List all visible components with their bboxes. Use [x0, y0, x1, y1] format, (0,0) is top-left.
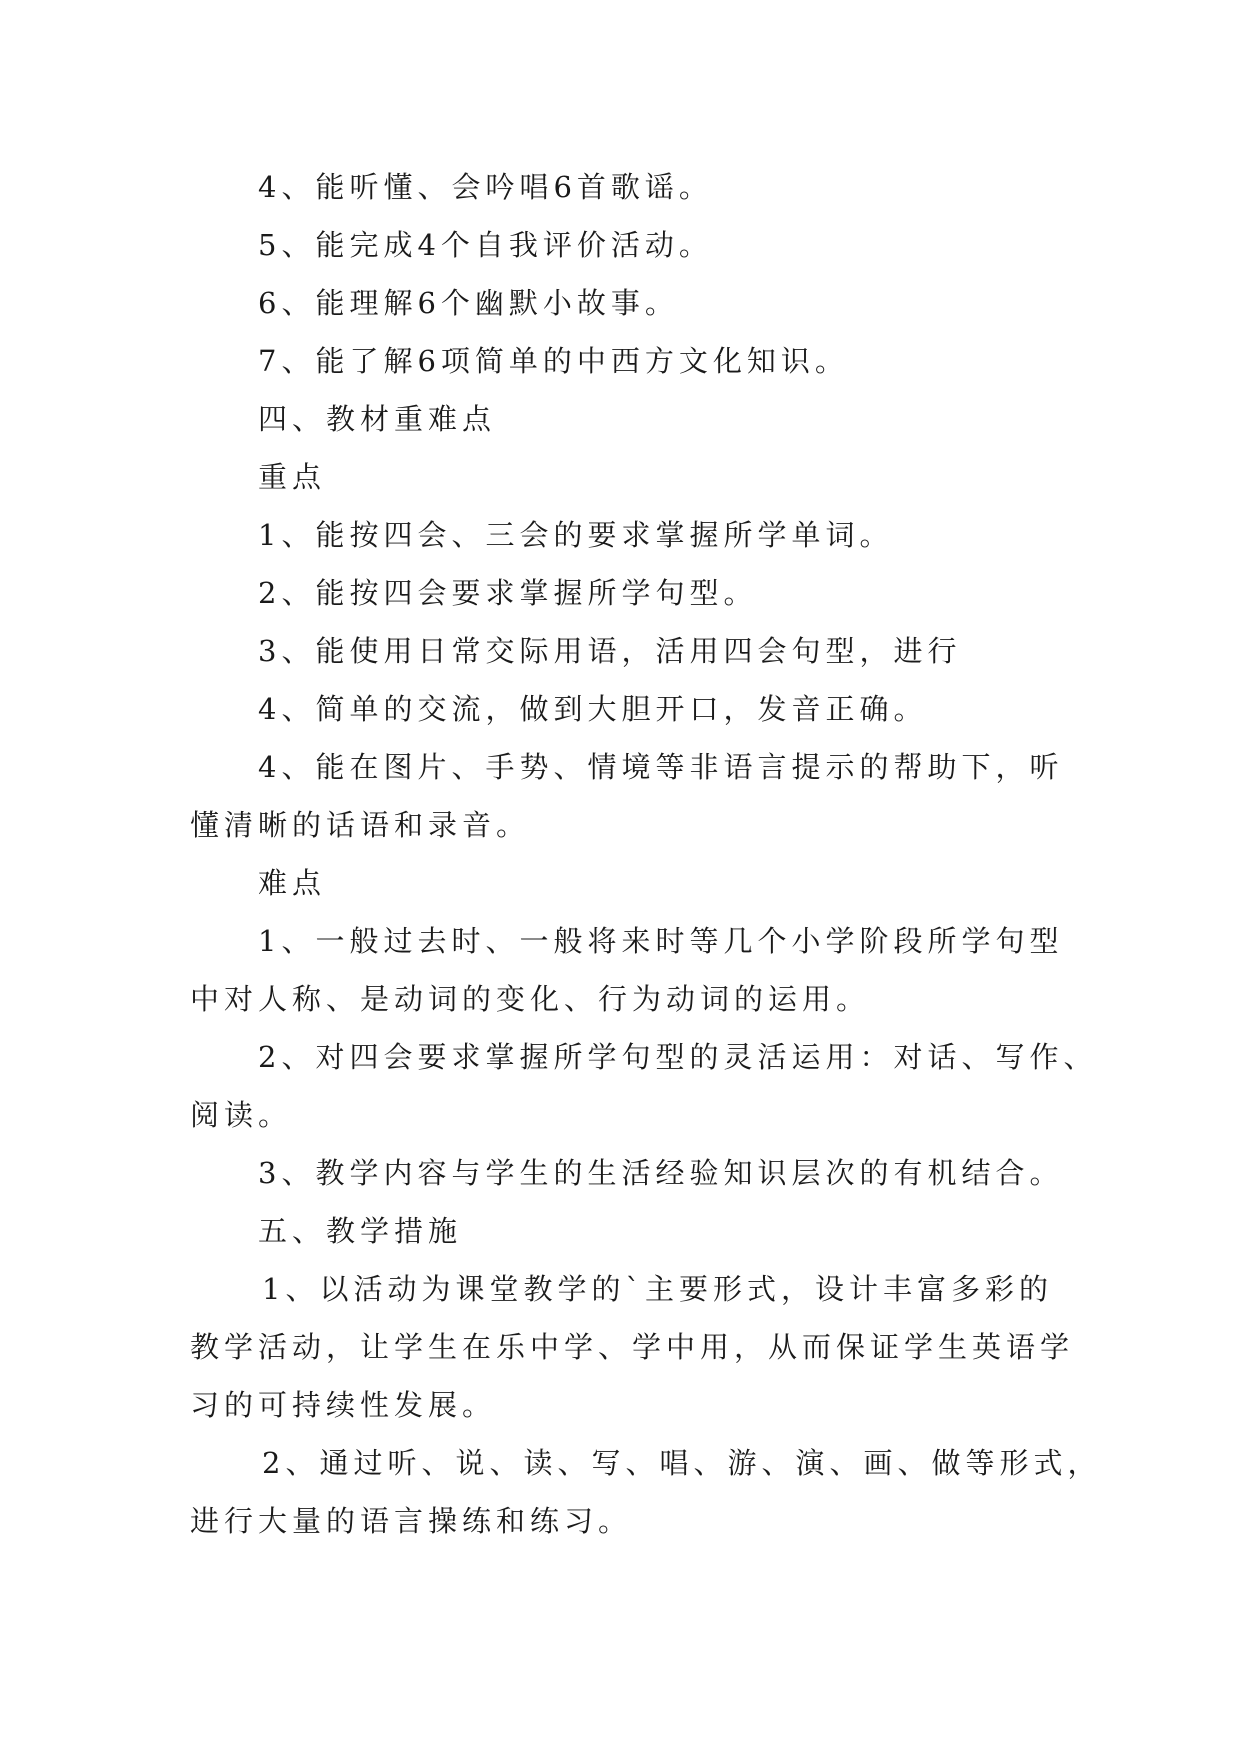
- text-line-goal-4: 4、能听懂、会吟唱6首歌谣。: [258, 170, 713, 204]
- section-heading-key-difficult-points: 四、教材重难点: [258, 402, 497, 436]
- subheading-difficult-points: 难点: [258, 866, 327, 900]
- text-line-key-4b-cont: 懂清晰的话语和录音。: [190, 808, 531, 842]
- text-line-key-4a: 4、简单的交流，做到大胆开口，发音正确。: [258, 692, 928, 726]
- text-line-key-1: 1、能按四会、三会的要求掌握所学单词。: [258, 518, 894, 552]
- text-line-key-2: 2、能按四会要求掌握所学句型。: [258, 576, 758, 610]
- text-line-key-3: 3、能使用日常交际用语，活用四会句型，进行: [258, 634, 962, 668]
- text-line-difficult-2: 2、对四会要求掌握所学句型的灵活运用：对话、写作、: [258, 1040, 1098, 1074]
- text-line-difficult-2-cont: 阅读。: [190, 1098, 293, 1132]
- text-line-key-4b: 4、能在图片、手势、情境等非语言提示的帮助下，听: [258, 750, 1064, 784]
- text-line-measure-2: 2、通过听、说、读、写、唱、游、演、画、做等形式，: [262, 1446, 1102, 1480]
- text-line-difficult-1: 1、一般过去时、一般将来时等几个小学阶段所学句型: [258, 924, 1064, 958]
- text-line-measure-1: 1、以活动为课堂教学的`主要形式，设计丰富多彩的: [262, 1272, 1053, 1306]
- section-heading-teaching-measures: 五、教学措施: [258, 1214, 463, 1248]
- text-line-goal-5: 5、能完成4个自我评价活动。: [258, 228, 713, 262]
- text-line-measure-1-cont-b: 习的可持续性发展。: [190, 1388, 497, 1422]
- text-line-difficult-1-cont: 中对人称、是动词的变化、行为动词的运用。: [190, 982, 871, 1016]
- text-line-measure-1-cont-a: 教学活动，让学生在乐中学、学中用，从而保证学生英语学: [190, 1330, 1075, 1364]
- text-line-goal-7: 7、能了解6项简单的中西方文化知识。: [258, 344, 849, 378]
- text-line-measure-2-cont: 进行大量的语言操练和练习。: [190, 1504, 633, 1538]
- text-line-difficult-3: 3、教学内容与学生的生活经验知识层次的有机结合。: [258, 1156, 1064, 1190]
- text-line-goal-6: 6、能理解6个幽默小故事。: [258, 286, 679, 320]
- subheading-key-points: 重点: [258, 460, 327, 494]
